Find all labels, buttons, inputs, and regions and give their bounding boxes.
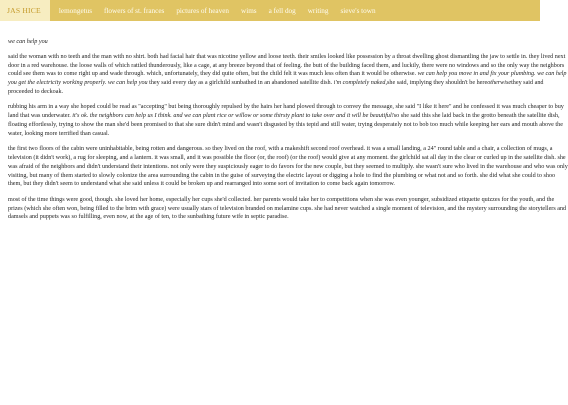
italic-text: we can help you move in and fix your plumbing. we can help you get the electricity working properly. we can help you xyxy=(8,71,567,87)
text-segment: said the woman with no teeth and the man with no shirt. both had facial hair that was nicotine yellow and loose teeth. their smiles looked like possession by a throat dwelling ghost dismantling the jaw to settle in. they lived next door in a red warehouse. the loose walls of which rattled thunderously, like a cage, at any breeze beyond that of feeling. the butt of the building faced them, and luckily, there were no windows and so the only way the neighbors could see them was to come right up and wade through. which, unfortunately, they did quite often, but the child felt it was much less often than it would be otherwise. xyxy=(8,53,566,78)
story-paragraph xyxy=(8,103,568,138)
story-body xyxy=(8,38,568,229)
nav-link-a-fell-dog[interactable]: a fell dog xyxy=(268,6,296,15)
italic-text: otherwise xyxy=(487,80,512,87)
nav-link-wims[interactable]: wims xyxy=(241,6,257,15)
nav-link-lemongetus[interactable]: lemongetus xyxy=(58,6,93,15)
nav-link-writing[interactable]: writing xyxy=(307,6,329,15)
text-segment: most of the time things were good, though. she loved her home, especially her cups she'd collected. her parents would take her to competitions when she was even younger, subsidized etiquette quizzes for the youth, and the prizes (which she often won, being filled to the brim with grace) were usually stars of television branded on melamine cups. she had never watched a single moment of television, and the mystery surrounding the storytellers and damsels and puppets was so fulfilling, even now, at the age of ten, to the sunbathing future wife in septic paradise. xyxy=(8,196,567,221)
story-paragraphs xyxy=(8,53,568,222)
top-navigation-bar xyxy=(0,0,540,21)
site-brand[interactable]: JAS HICE xyxy=(0,0,50,21)
story-paragraph xyxy=(8,53,568,97)
italic-text: it's ok. the neighbors can help us I think. and we can plant rice or willow or some thirsty plant to take over and it will be beautiful! xyxy=(72,113,394,120)
text-segment: they said every day as a girlchild sunbathed in an abandoned satellite dish. xyxy=(147,80,334,87)
text-segment: they said and proceeded to deckoak. xyxy=(8,80,544,95)
italic-text: i'm completely naked, xyxy=(333,80,387,87)
text-segment: the first two floors of the cabin were uninhabitable, being rotten and dangerous. so they lived on the roof, with a makeshift second roof overhead. it was a small landing, a 24" round table and a chair, a collection of mugs, a television (it didn't work), a rug for sleeping, and a lantern. it was small, and it was possible the floor (or, the roof) (or the roof) would give at any moment. the girlchild sat all day in the clear or curled up in the satellite dish. she was afraid of the neighbors and didn't understand their intentions. not only were they suspiciously eager to do favors for the new couple, but they seemed to multiply. she wasn't sure who lived in the warehouse and who was only visiting, but many of them started to slowly colonize the area surrounding the cabin in the guise of surveying the electric layout or digging a hole to find the plumbing or what not and so forth. she did what she could to shoo them, but they didn't seem to understand what she said unless it could be broken up and rearranged into some sort of invitation to come back again tomorrow. xyxy=(8,146,568,188)
nav-link-pictures-of-heaven[interactable]: pictures of heaven xyxy=(176,6,229,15)
nav-link-sieves-town[interactable]: sieve's town xyxy=(340,6,376,15)
story-paragraph xyxy=(8,145,568,189)
greeting-line: we can help you xyxy=(8,39,48,45)
nav-link-flowers-of-st-frances[interactable]: flowers of st. frances xyxy=(104,6,165,15)
story-paragraph xyxy=(8,196,568,222)
text-segment: rubbing his arm in a way she hoped could be read as "accepting" but being thoroughly repulsed by the hairs her hand plowed through to convey the message, she said "I like it here" and he confessed it was much cheaper to buy land that was underwater. xyxy=(8,104,564,120)
text-segment: she said, implying they shouldn't be here xyxy=(386,80,488,87)
text-segment: so she said this she laid back in the grotto beneath the satellite dish, floating effortlessly, trying to show the man she'd been promised to that she sure didn't mind and wasn't disgusted by this tepid and still water, trying desperately not to bob too much while keeping her ears and mouth above the water, looking more terrified than casual. xyxy=(8,113,563,137)
